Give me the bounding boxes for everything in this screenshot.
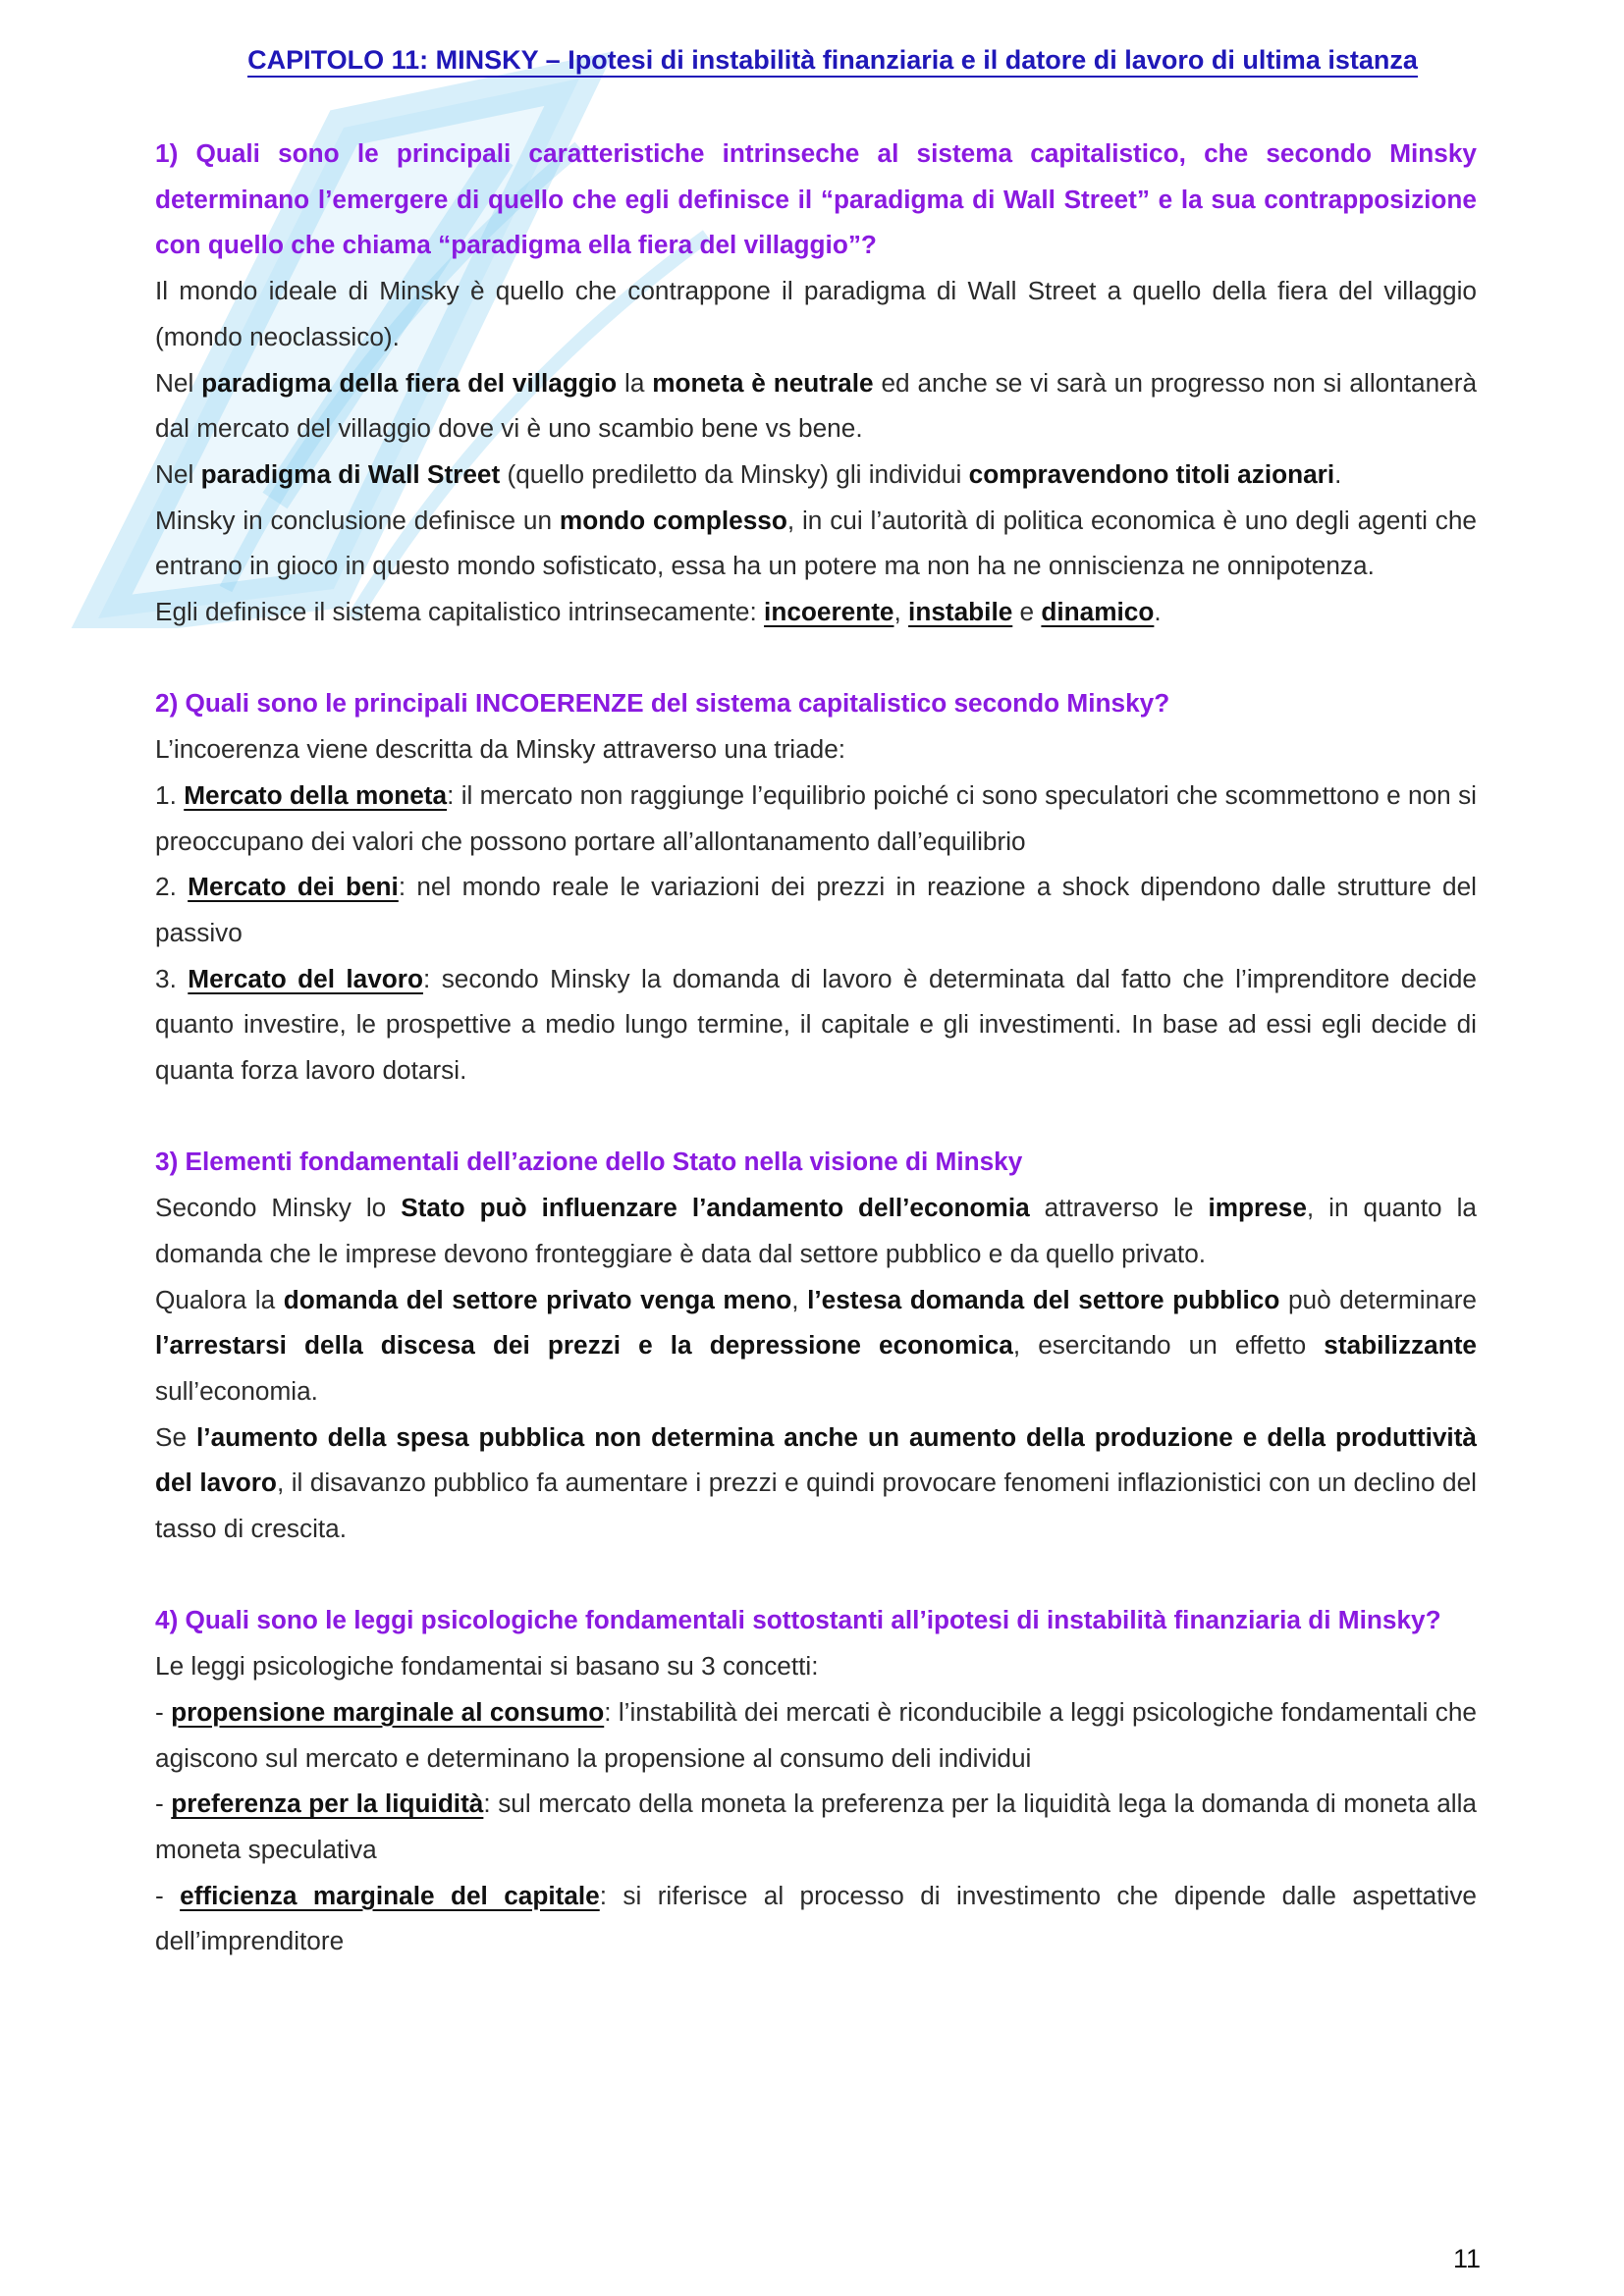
bold-term: mondo complesso <box>559 505 787 535</box>
bold-term: l’aumento della spesa pubblica non determina anche un aumento della produzione e della produttività del lavoro <box>155 1421 1477 1498</box>
underlined-term: preferenza per la liquidità <box>171 1789 484 1819</box>
bold-term: moneta è neutrale <box>652 367 874 398</box>
list-item: 2. Mercato dei beni: nel mondo reale le variazioni dei prezzi in reazione a shock dipendono dalle strutture del passivo <box>155 872 1477 947</box>
list-item: 1. Mercato della moneta: il mercato non raggiunge l’equilibrio poiché ci sono speculatori che scommettono e non si preoccupano dei valori che possono portare all’allontanamento dall’equilibrio <box>155 779 1477 856</box>
underlined-term: Mercato dei beni <box>188 872 399 902</box>
paragraph: Nel paradigma di Wall Street (quello prediletto da Minsky) gli individui compravendono titoli azionari. <box>155 458 1342 489</box>
paragraph: Le leggi psicologiche fondamentai si basano su 3 concetti: <box>155 1651 819 1682</box>
list-item: - efficienza marginale del capitale: si riferisce al processo di investimento che dipende dalle aspettative dell’imprenditore <box>155 1880 1477 1956</box>
question-4-heading: 4) Quali sono le leggi psicologiche fondamentali sottostanti all’ipotesi di instabilità finanziaria di Minsky? <box>155 1605 1441 1635</box>
bold-term: l’estesa domanda del settore pubblico <box>807 1284 1280 1314</box>
list-item: 3. Mercato del lavoro: secondo Minsky la domanda di lavoro è determinata dal fatto che l’imprenditore decide quanto investire, le prospettive a medio lungo termine, il capitale e gli investimenti. In base ad essi egli decide di quanta forza lavoro dotarsi. <box>155 963 1477 1086</box>
bold-term: paradigma di Wall Street <box>200 458 501 489</box>
question-1-heading: 1) Quali sono le principali caratteristiche intrinseche al sistema capitalistico, che secondo Minsky determinano l’emergere di quello che egli definisce il “paradigma di Wall Street” e la sua contrapposizione con quello che chiama “paradigma ella fiera del villaggio”? <box>155 138 1477 260</box>
underlined-term: incoerente <box>764 597 894 627</box>
bold-term: domanda del settore privato venga meno <box>283 1284 792 1314</box>
underlined-term: instabile <box>908 597 1013 627</box>
chapter-title: CAPITOLO 11: MINSKY – Ipotesi di instabilità finanziaria e il datore di lavoro di ultima istanza <box>194 43 1471 77</box>
paragraph: Minsky in conclusione definisce un mondo complesso, in cui l’autorità di politica economica è uno degli agenti che entrano in gioco in questo mondo sofisticato, essa ha un potere ma non ha ne onniscienza ne onnipotenza. <box>155 505 1478 581</box>
underlined-term: Mercato della moneta <box>184 779 448 810</box>
underlined-term: propensione marginale al consumo <box>171 1696 605 1727</box>
paragraph: Egli definisce il sistema capitalistico intrinsecamente: incoerente, instabile e dinamico. <box>155 597 1162 627</box>
paragraph: Nel paradigma della fiera del villaggio la moneta è neutrale ed anche se vi sarà un progresso non si allontanerà dal mercato del villaggio dove vi è uno scambio bene vs bene. <box>155 367 1478 444</box>
question-3-heading: 3) Elementi fondamentali dell’azione dello Stato nella visione di Minsky <box>155 1147 1023 1177</box>
paragraph: Secondo Minsky lo Stato può influenzare l’andamento dell’economia attraverso le imprese, in quanto la domanda che le imprese devono fronteggiare è data dal settore pubblico e da quello privato. <box>155 1193 1477 1268</box>
bold-term: l’arrestarsi della discesa dei prezzi e la depressione economica <box>155 1330 1013 1361</box>
bold-term: Stato può influenzare l’andamento dell’economia <box>401 1193 1030 1223</box>
bold-term: imprese <box>1208 1193 1307 1223</box>
bold-term: stabilizzante <box>1324 1330 1477 1361</box>
page-number: 11 <box>1453 2244 1482 2273</box>
bold-term: paradigma della fiera del villaggio <box>201 367 618 398</box>
paragraph: Il mondo ideale di Minsky è quello che contrappone il paradigma di Wall Street a quello della fiera del villaggio (mondo neoclassico). <box>155 276 1477 351</box>
underlined-term: efficienza marginale del capitale <box>180 1880 600 1910</box>
document-body <box>155 131 1477 1964</box>
underlined-term: Mercato del lavoro <box>188 963 423 993</box>
underlined-term: dinamico <box>1041 597 1155 627</box>
question-2-heading: 2) Quali sono le principali INCOERENZE del sistema capitalistico secondo Minsky? <box>155 688 1170 719</box>
paragraph: L’incoerenza viene descritta da Minsky attraverso una triade: <box>155 734 846 765</box>
list-item: - preferenza per la liquidità: sul mercato della moneta la preferenza per la liquidità lega la domanda di moneta alla moneta speculativa <box>155 1789 1477 1864</box>
paragraph: Qualora la domanda del settore privato venga meno, l’estesa domanda del settore pubblico può determinare l’arrestarsi della discesa dei prezzi e la depressione economica, esercitando un effetto stabilizzante sull’economia. <box>155 1284 1477 1406</box>
paragraph: Se l’aumento della spesa pubblica non determina anche un aumento della produzione e della produttività del lavoro, il disavanzo pubblico fa aumentare i prezzi e quindi provocare fenomeni inflazionistici con un declino del tasso di crescita. <box>155 1421 1477 1544</box>
list-item: - propensione marginale al consumo: l’instabilità dei mercati è riconducibile a leggi psicologiche fondamentali che agiscono sul mercato e determinano la propensione al consumo deli individui <box>155 1696 1477 1773</box>
bold-term: compravendono titoli azionari <box>968 458 1335 489</box>
